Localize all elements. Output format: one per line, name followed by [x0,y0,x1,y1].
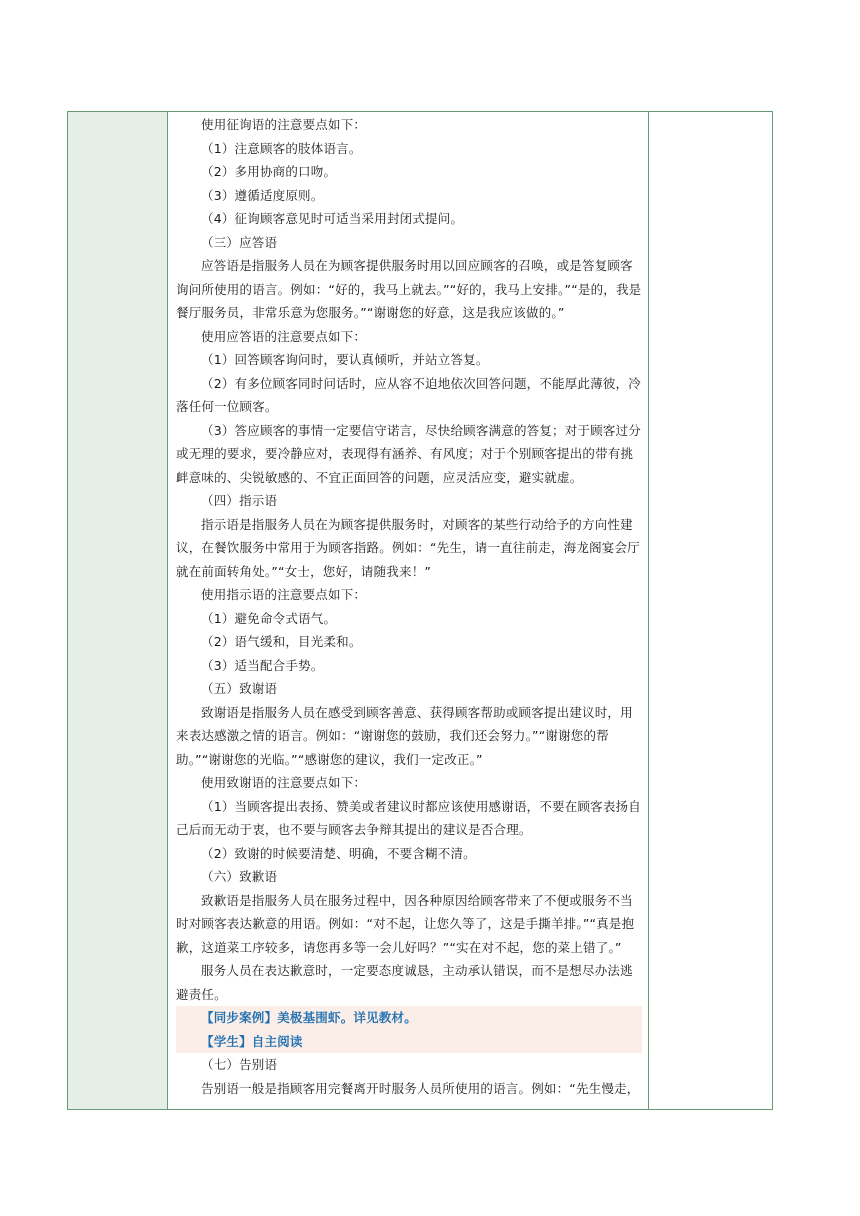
lesson-table [67,111,773,1110]
paragraph: （六）致歉语 [201,869,278,884]
paragraph: 应答语是指服务人员在为顾客提供服务时用以回应顾客的召唤，或是答复顾客询问所使用的语言。例如：“好的，我马上就去。”“好的，我马上安排。”“是的，我是餐厅服务员，非常乐意为您服务。”“谢谢您的好意，这是我应该做的。” [176,258,642,320]
paragraph: （三）应答语 [201,234,278,250]
paragraph: （2）语气缓和，目光柔和。 [201,634,362,649]
paragraph: （2）致谢的时候要清楚、明确，不要含糊不清。 [201,845,476,861]
paragraph: （五）致谢语 [201,681,278,696]
paragraph: （1）回答顾客询问时，要认真倾听，并站立答复。 [201,352,489,367]
highlight-paragraph: 【学生】自主阅读 [176,1030,642,1054]
paragraph: 使用指示语的注意要点如下： [201,587,367,602]
paragraph: 致歉语是指服务人员在服务过程中，因各种原因给顾客带来了不便或服务不当时对顾客表达歉意的用语。例如：“对不起，让您久等了，这是手撕羊排。”“真是抱歉，这道菜工序较多，请您再多等一会儿好吗？”“实在对不起，您的菜上错了。” [176,892,635,955]
paragraph: 告别语一般是指顾客用完餐离开时服务人员所使用的语言。例如：“先生慢走， [201,1080,640,1096]
paragraph: 使用应答语的注意要点如下： [201,328,367,344]
highlight-paragraph: 【同步案例】美极基围虾。详见教材。 [176,1006,642,1030]
paragraph: （1）当顾客提出表扬、赞美或者建议时都应该使用感谢语，不要在顾客表扬自己后而无动于衷，也不要与顾客去争辩其提出的建议是否合理。 [176,798,641,837]
paragraph: （1）避免命令式语气。 [201,610,337,626]
paragraph: 指示语是指服务人员在为顾客提供服务时，对顾客的某些行动给予的方向性建议，在餐饮服务中常用于为顾客指路。例如：“先生，请一直往前走，海龙阁宴会厅就在前面转角处。”“女士，您好，请随我来！” [176,516,640,579]
paragraph: （1）注意顾客的肢体语言。 [201,140,362,156]
paragraph: （2）有多位顾客同时问话时，应从容不迫地依次回答问题，不能厚此薄彼，冷落任何一位顾客。 [176,375,641,414]
paragraph: 致谢语是指服务人员在感受到顾客善意、获得顾客帮助或顾客提出建议时，用来表达感激之情的语言。例如：“谢谢您的鼓励，我们还会努力。”“谢谢您的帮助。”“谢谢您的光临。”“感谢您的建议，我们一定改正。” [176,704,633,767]
paragraph: （3）答应顾客的事情一定要信守诺言，尽快给顾客满意的答复；对于顾客过分或无理的要求，要冷静应对，表现得有涵养、有风度；对于个别顾客提出的带有挑衅意味的、尖锐敏感的、不宜正面回答的问题，应灵活应变，避实就虚。 [176,422,641,485]
right-column-cell [648,112,772,1109]
paragraph: （4）征询顾客意见时可适当采用封闭式提问。 [201,211,464,226]
paragraph: （3）适当配合手势。 [201,657,324,673]
paragraph: （七）告别语 [201,1057,278,1072]
paragraph: （2）多用协商的口吻。 [201,164,337,179]
paragraph: （四）指示语 [201,493,278,508]
paragraph: 使用致谢语的注意要点如下： [201,775,367,790]
content-cell [176,112,642,1109]
paragraph: 服务人员在表达歉意时，一定要态度诚恳，主动承认错误，而不是想尽办法逃避责任。 [176,963,633,1002]
paragraph: 使用征询语的注意要点如下： [201,117,367,132]
paragraph: （3）遵循适度原则。 [201,187,324,203]
left-column-cell [68,112,168,1109]
